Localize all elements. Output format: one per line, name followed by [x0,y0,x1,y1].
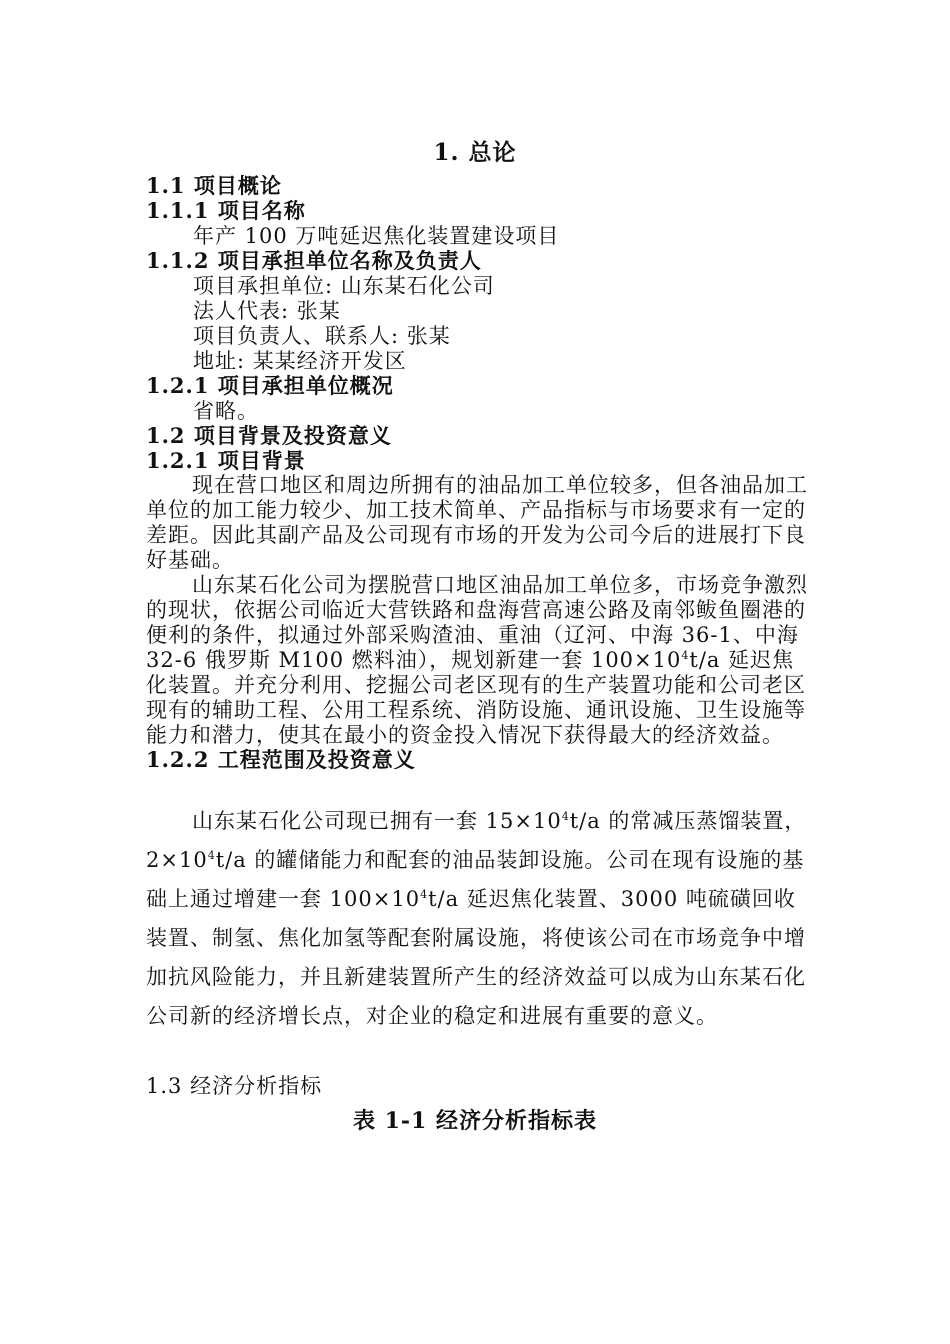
superscript-exponent: 4 [561,810,570,823]
superscript-exponent: 4 [681,649,690,662]
unit-line: 项目承担单位: 山东某石化公司 [193,274,495,298]
section-heading-1-2-2: 1.2.2 工程范围及投资意义 [146,747,416,772]
scope-text-1: 山东某石化公司现已拥有一套 15×10 [192,809,562,833]
chapter-title: 1. 总论 [433,139,517,166]
scope-text-3: t/a 的罐储能力和配套的油品装卸设施。公司在现有设施的基础上通过增建一套 100×10 [146,848,805,911]
section-heading-1-2-1: 1.2.1 项目背景 [146,448,306,473]
scope-text-4: t/a 延迟焦化装置、3000 吨硫磺回收装置、制氢、焦化加氢等配套附属设施，将使该公司在市场竞争中增加抗风险能力，并且新建装置所产生的经济效益可以成为山东某石化公司新的经济增长点，对企业的稳定和进展有重要的意义。 [146,887,806,1028]
project-name-text: 年产 100 万吨延迟焦化装置建设项目 [193,224,560,248]
superscript-exponent: 4 [207,849,216,862]
contact-line: 项目负责人、联系人: 张某 [193,324,451,348]
scope-paragraph [146,802,814,1036]
section-heading-1-1: 1.1 项目概论 [146,173,282,198]
section-heading-1-2-1-overview: 1.2.1 项目承担单位概况 [146,373,394,398]
legal-rep-line: 法人代表: 张某 [193,299,341,323]
superscript-exponent: 4 [420,888,429,901]
section-heading-1-1-2: 1.1.2 项目承担单位名称及负责人 [146,248,482,273]
section-heading-1-1-1: 1.1.1 项目名称 [146,198,306,223]
table-caption: 表 1-1 经济分析指标表 [352,1108,598,1134]
address-line: 地址: 某某经济开发区 [193,349,407,373]
background-paragraph-1 [146,473,814,573]
scope-text-2: t/a 的常减压蒸馏装置，2×10 [146,809,807,872]
section-heading-1-3: 1.3 经济分析指标 [146,1074,323,1098]
background-paragraph-2-text-a: 山东某石化公司为摆脱营口地区油品加工单位多，市场竞争激烈的现状，依据公司临近大营铁路和盘海营高速公路及南邻鲅鱼圈港的便利的条件，拟通过外部采购渣油、重油（辽河、中海 36-1、中海 32-6 俄罗斯 M100 燃料油），规划新建一套 100×10 [146,573,808,672]
background-paragraph-2-text-b: t/a 延迟焦化装置。并充分利用、挖掘公司老区现有的生产装置功能和公司老区现有的辅助工程、公用工程系统、消防设施、通讯设施、卫生设施等能力和潜力，使其在最小的资金投入情况下获得最大的经济效益。 [146,648,806,747]
section-heading-1-2: 1.2 项目背景及投资意义 [146,423,392,448]
background-paragraph-1-text: 现在营口地区和周边所拥有的油品加工单位较多，但各油品加工单位的加工能力较少、加工技术简单、产品指标与市场要求有一定的差距。因此其副产品及公司现有市场的开发为公司今后的进展打下良好基础。 [146,473,808,572]
overview-text: 省略。 [193,399,259,423]
background-paragraph-2 [146,573,814,748]
